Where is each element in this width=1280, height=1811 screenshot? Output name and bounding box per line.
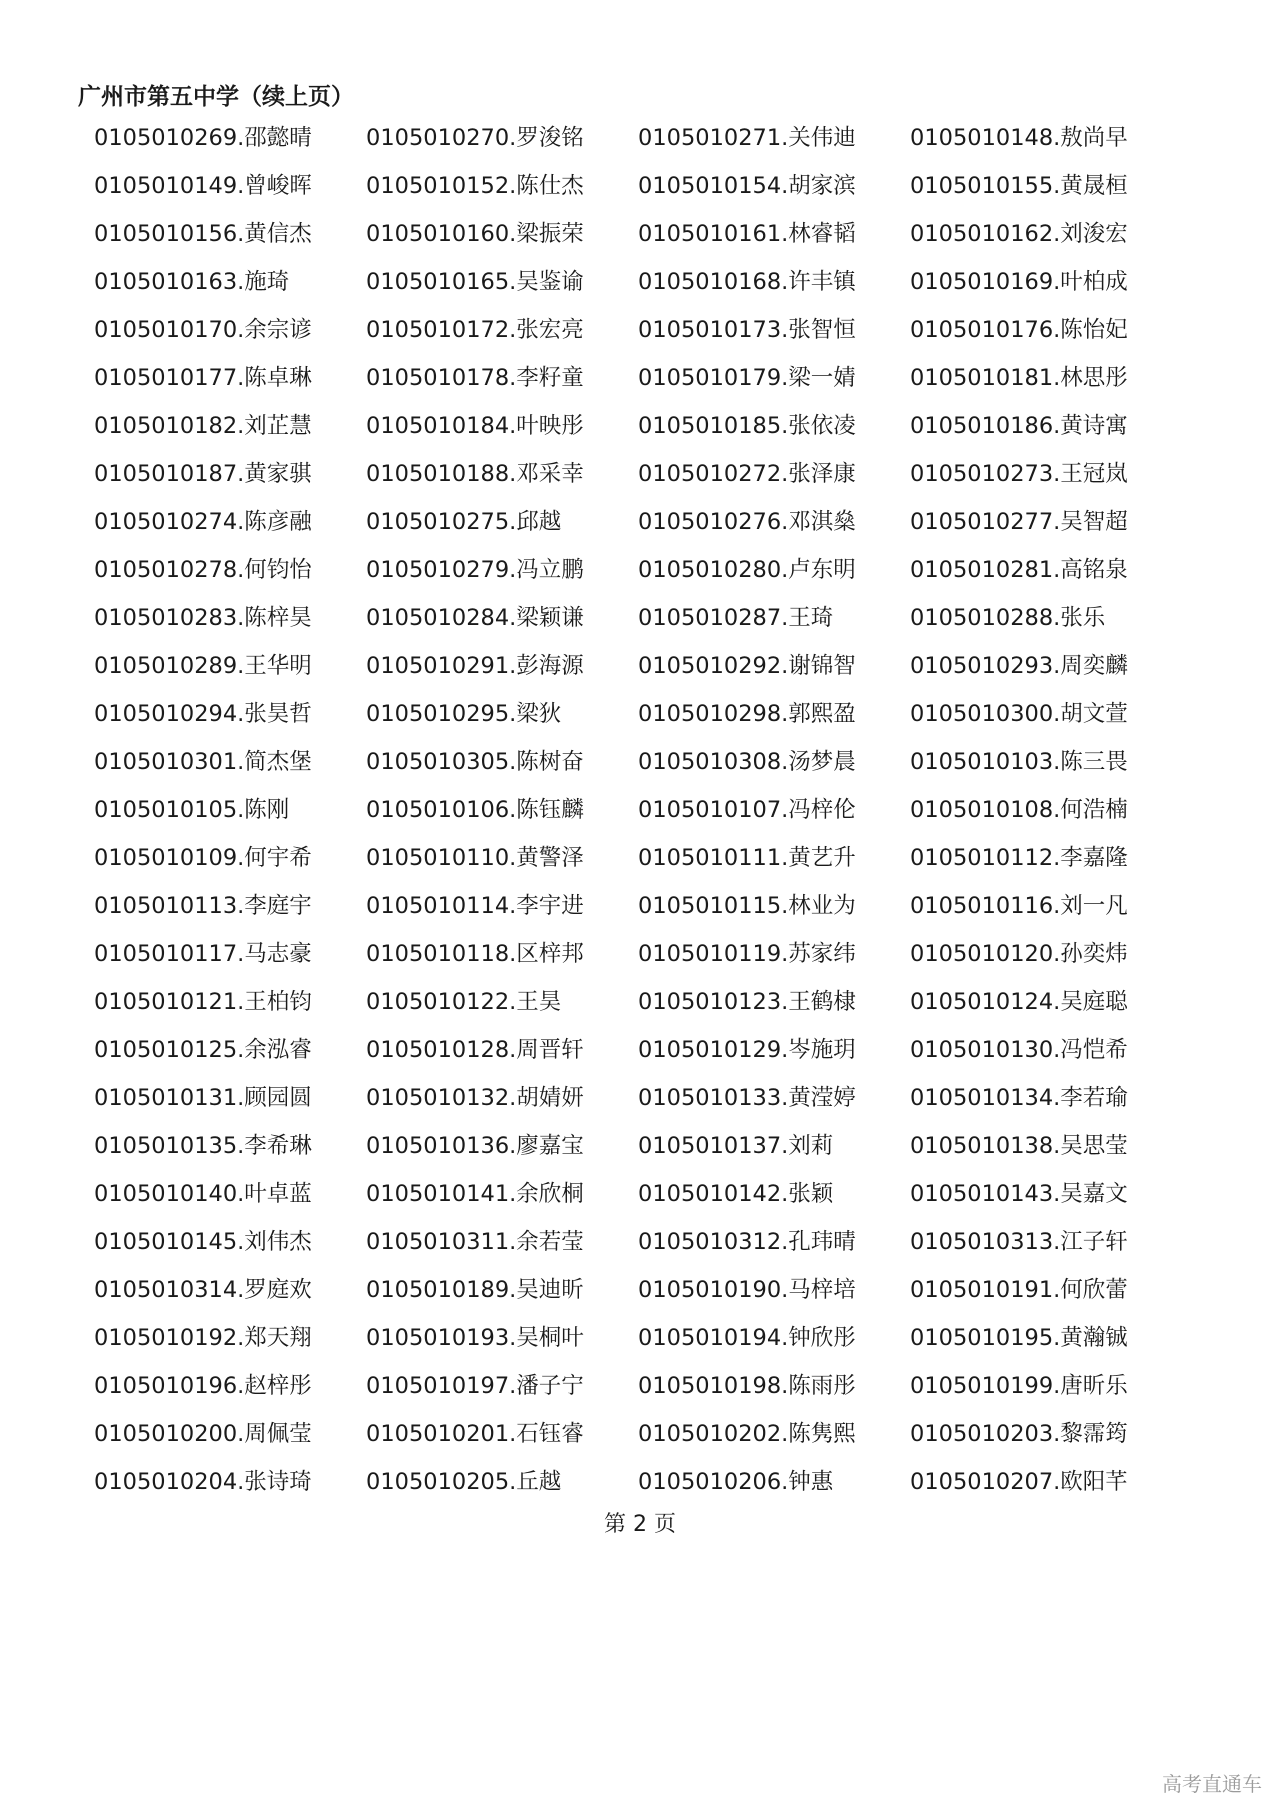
roster-entry: 0105010165.吴鉴谕: [366, 269, 584, 295]
roster-entry: 0105010308.汤梦晨: [638, 749, 856, 775]
roster-entry: 0105010149.曾峻晖: [94, 173, 312, 199]
roster-entry: 0105010106.陈钰麟: [366, 797, 584, 823]
roster-entry: 0105010300.胡文萱: [910, 701, 1128, 727]
roster-entry: 0105010292.谢锦智: [638, 653, 856, 679]
roster-entry: 0105010179.梁一婧: [638, 365, 856, 391]
roster-entry: 0105010177.陈卓琳: [94, 365, 312, 391]
roster-entry: 0105010284.梁颖谦: [366, 605, 584, 631]
roster-entry: 0105010107.冯梓伦: [638, 797, 856, 823]
roster-entry: 0105010140.叶卓蓝: [94, 1181, 312, 1207]
roster-entry: 0105010293.周奕麟: [910, 653, 1128, 679]
roster-entry: 0105010138.吴思莹: [910, 1133, 1128, 1159]
watermark-text: 高考直通车: [1162, 1772, 1262, 1796]
roster-entry: 0105010111.黄艺升: [638, 845, 856, 871]
roster-entry: 0105010113.李庭宇: [94, 893, 312, 919]
roster-entry: 0105010287.王琦: [638, 605, 834, 631]
roster-entry: 0105010189.吴迪昕: [366, 1277, 584, 1303]
roster-entry: 0105010202.陈隽熙: [638, 1421, 856, 1447]
roster-entry: 0105010281.高铭泉: [910, 557, 1128, 583]
roster-entry: 0105010132.胡婧妍: [366, 1085, 584, 1111]
roster-entry: 0105010117.马志豪: [94, 941, 312, 967]
roster-entry: 0105010155.黄晟桓: [910, 173, 1128, 199]
roster-entry: 0105010137.刘莉: [638, 1133, 834, 1159]
roster-entry: 0105010298.郭熙盈: [638, 701, 856, 727]
roster-entry: 0105010194.钟欣彤: [638, 1325, 856, 1351]
roster-entry: 0105010105.陈刚: [94, 797, 290, 823]
roster-entry: 0105010129.岑施玥: [638, 1037, 856, 1063]
roster-entry: 0105010278.何钧怡: [94, 557, 312, 583]
roster-entry: 0105010161.林睿韬: [638, 221, 856, 247]
roster-entry: 0105010269.邵懿晴: [94, 125, 312, 151]
roster-entry: 0105010123.王鹤棣: [638, 989, 856, 1015]
roster-entry: 0105010196.赵梓彤: [94, 1373, 312, 1399]
roster-entry: 0105010305.陈树奋: [366, 749, 584, 775]
roster-entry: 0105010176.陈怡妃: [910, 317, 1128, 343]
roster-entry: 0105010156.黄信杰: [94, 221, 312, 247]
roster-entry: 0105010133.黄滢婷: [638, 1085, 856, 1111]
roster-entry: 0105010204.张诗琦: [94, 1469, 312, 1495]
roster-entry: 0105010145.刘伟杰: [94, 1229, 312, 1255]
roster-entry: 0105010112.李嘉隆: [910, 845, 1128, 871]
roster-entry: 0105010181.林思彤: [910, 365, 1128, 391]
roster-entry: 0105010148.敖尚早: [910, 125, 1128, 151]
roster-entry: 0105010288.张乐: [910, 605, 1106, 631]
roster-entry: 0105010125.余泓睿: [94, 1037, 312, 1063]
roster-entry: 0105010152.陈仕杰: [366, 173, 584, 199]
page-heading: 广州市第五中学（续上页）: [78, 84, 354, 110]
page-number: 第 2 页: [604, 1512, 676, 1537]
roster-entry: 0105010115.林业为: [638, 893, 856, 919]
roster-entry: 0105010314.罗庭欢: [94, 1277, 312, 1303]
roster-entry: 0105010272.张泽康: [638, 461, 856, 487]
roster-entry: 0105010276.邓淇燊: [638, 509, 856, 535]
roster-entry: 0105010169.叶柏成: [910, 269, 1128, 295]
roster-entry: 0105010313.江子轩: [910, 1229, 1128, 1255]
roster-entry: 0105010199.唐昕乐: [910, 1373, 1128, 1399]
roster-entry: 0105010207.欧阳芊: [910, 1469, 1128, 1495]
roster-entry: 0105010184.叶映彤: [366, 413, 584, 439]
roster-entry: 0105010275.邱越: [366, 509, 562, 535]
roster-entry: 0105010103.陈三畏: [910, 749, 1128, 775]
roster-entry: 0105010154.胡家滨: [638, 173, 856, 199]
roster-entry: 0105010279.冯立鹏: [366, 557, 584, 583]
roster-entry: 0105010198.陈雨彤: [638, 1373, 856, 1399]
roster-entry: 0105010270.罗浚铭: [366, 125, 584, 151]
student-roster: [94, 122, 1184, 1514]
roster-entry: 0105010195.黄瀚铖: [910, 1325, 1128, 1351]
roster-entry: 0105010119.苏家纬: [638, 941, 856, 967]
roster-entry: 0105010182.刘芷慧: [94, 413, 312, 439]
roster-entry: 0105010186.黄诗寓: [910, 413, 1128, 439]
roster-entry: 0105010294.张昊哲: [94, 701, 312, 727]
roster-entry: 0105010193.吴桐叶: [366, 1325, 584, 1351]
roster-entry: 0105010162.刘浚宏: [910, 221, 1128, 247]
roster-entry: 0105010170.余宗谚: [94, 317, 312, 343]
roster-entry: 0105010301.简杰堡: [94, 749, 312, 775]
roster-entry: 0105010116.刘一凡: [910, 893, 1128, 919]
roster-entry: 0105010128.周晋轩: [366, 1037, 584, 1063]
roster-entry: 0105010192.郑天翔: [94, 1325, 312, 1351]
roster-entry: 0105010200.周佩莹: [94, 1421, 312, 1447]
roster-entry: 0105010295.梁狄: [366, 701, 562, 727]
roster-entry: 0105010122.王昊: [366, 989, 562, 1015]
roster-entry: 0105010168.许丰镇: [638, 269, 856, 295]
roster-entry: 0105010173.张智恒: [638, 317, 856, 343]
roster-entry: 0105010280.卢东明: [638, 557, 856, 583]
roster-entry: 0105010114.李宇进: [366, 893, 584, 919]
roster-entry: 0105010291.彭海源: [366, 653, 584, 679]
roster-entry: 0105010135.李希琳: [94, 1133, 312, 1159]
roster-entry: 0105010118.区梓邦: [366, 941, 584, 967]
roster-entry: 0105010190.马梓培: [638, 1277, 856, 1303]
roster-entry: 0105010191.何欣蕾: [910, 1277, 1128, 1303]
roster-entry: 0105010130.冯恺希: [910, 1037, 1128, 1063]
roster-entry: 0105010134.李若瑜: [910, 1085, 1128, 1111]
roster-entry: 0105010172.张宏亮: [366, 317, 584, 343]
roster-entry: 0105010109.何宇希: [94, 845, 312, 871]
roster-entry: 0105010206.钟惠: [638, 1469, 834, 1495]
roster-entry: 0105010110.黄警泽: [366, 845, 584, 871]
roster-entry: 0105010271.关伟迪: [638, 125, 856, 151]
roster-entry: 0105010277.吴智超: [910, 509, 1128, 535]
roster-entry: 0105010273.王冠岚: [910, 461, 1128, 487]
roster-entry: 0105010124.吴庭聪: [910, 989, 1128, 1015]
roster-entry: 0105010203.黎霈筠: [910, 1421, 1128, 1447]
roster-entry: 0105010163.施琦: [94, 269, 290, 295]
roster-entry: 0105010178.李籽童: [366, 365, 584, 391]
roster-entry: 0105010141.余欣桐: [366, 1181, 584, 1207]
roster-entry: 0105010136.廖嘉宝: [366, 1133, 584, 1159]
roster-entry: 0105010187.黄家骐: [94, 461, 312, 487]
roster-entry: 0105010289.王华明: [94, 653, 312, 679]
roster-entry: 0105010205.丘越: [366, 1469, 562, 1495]
roster-entry: 0105010120.孙奕炜: [910, 941, 1128, 967]
roster-entry: 0105010121.王柏钧: [94, 989, 312, 1015]
roster-entry: 0105010312.孔玮晴: [638, 1229, 856, 1255]
roster-entry: 0105010201.石钰睿: [366, 1421, 584, 1447]
roster-entry: 0105010197.潘子宁: [366, 1373, 584, 1399]
roster-entry: 0105010188.邓采幸: [366, 461, 584, 487]
roster-entry: 0105010143.吴嘉文: [910, 1181, 1128, 1207]
roster-entry: 0105010185.张依凌: [638, 413, 856, 439]
roster-entry: 0105010131.顾园圆: [94, 1085, 312, 1111]
roster-entry: 0105010108.何浩楠: [910, 797, 1128, 823]
roster-entry: 0105010311.余若莹: [366, 1229, 584, 1255]
roster-entry: 0105010142.张颖: [638, 1181, 834, 1207]
roster-entry: 0105010283.陈梓昊: [94, 605, 312, 631]
roster-entry: 0105010160.梁振荣: [366, 221, 584, 247]
roster-entry: 0105010274.陈彦融: [94, 509, 312, 535]
